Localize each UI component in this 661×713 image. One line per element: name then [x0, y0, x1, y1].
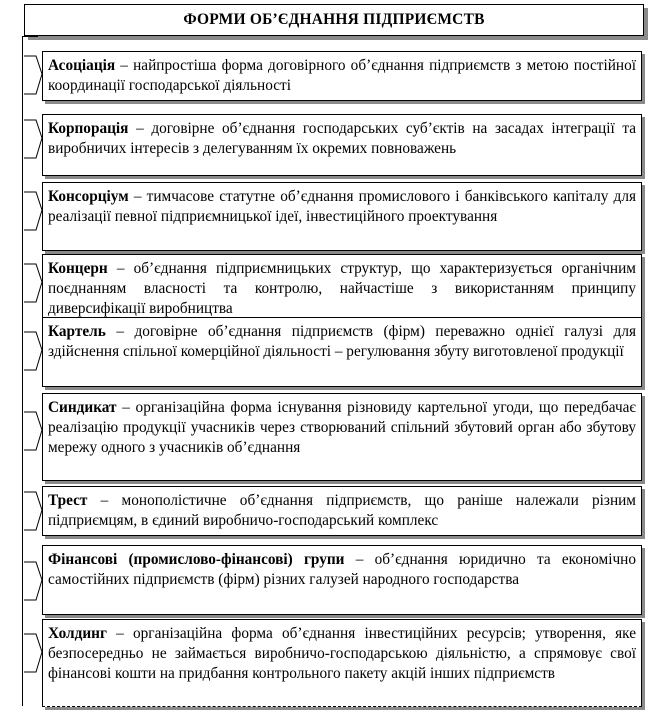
connector-arrow-icon — [24, 632, 42, 676]
connector-arrow-icon — [24, 410, 42, 454]
connector-arrow-icon — [24, 54, 42, 98]
connector-spine-top — [22, 36, 38, 37]
connector-arrow-icon — [24, 262, 42, 306]
connector-arrow-icon — [24, 118, 42, 162]
item-concern — [42, 254, 642, 324]
item-syndicate — [42, 393, 642, 481]
item-definition: – договірне об’єднання підприємств (фірм) переважно однієї галузі для здійснення спільної комерційної діяльності – регулювання збуту виготовленої продукції — [48, 323, 636, 360]
connector-arrow-icon — [24, 560, 42, 604]
item-holding — [42, 619, 642, 707]
item-term: Картель — [48, 323, 106, 340]
item-definition: – організаційна форма об’єднання інвестиційних ресурсів; утворення, яке безпосередньо не займається виробничо-господарською діяльністю, а спрямовує свої фінансові кошти на придбання контрольного пакету акцій інших підприємств — [48, 625, 636, 682]
item-term: Фінансові (промислово-фінансові) групи — [48, 551, 345, 568]
item-definition: – найпростіша форма договірного об’єднання підприємств з метою постійної координації господарської діяльності — [48, 57, 636, 94]
item-term: Концерн — [48, 260, 108, 277]
item-consortium — [42, 182, 642, 251]
item-definition: – договірне об’єднання господарських суб’єктів на засадах інтеграції та виробничих інтересів з делегуванням їх окремих повноважень — [48, 120, 636, 157]
item-term: Синдикат — [48, 399, 117, 416]
connector-arrow-icon — [24, 490, 42, 534]
item-financial-groups — [42, 545, 642, 615]
item-term: Трест — [48, 492, 88, 509]
diagram-title-box — [24, 4, 644, 36]
connector-arrow-icon — [24, 190, 42, 234]
item-term: Асоціація — [48, 57, 116, 74]
item-term: Корпорація — [48, 120, 129, 137]
connector-arrow-icon — [24, 330, 42, 374]
item-cartel — [42, 317, 642, 387]
item-definition: – об’єднання підприємницьких структур, що характеризується органічним поєднанням власності та контролю, найчастіше з використанням принципу диверсифікації виробництва — [48, 260, 636, 317]
item-definition: – монополістичне об’єднання підприємств, що раніше належали різним підприємцям, в єдиний виробничо-господарський комплекс — [48, 492, 636, 529]
item-term: Холдинг — [48, 625, 107, 642]
item-trust — [42, 486, 642, 536]
item-definition: – тимчасове статутне об’єднання промислового і банківського капіталу для реалізації певної підприємницької ідеї, інвестиційного проектування — [48, 188, 636, 225]
item-association — [42, 51, 642, 101]
item-corporation — [42, 114, 642, 176]
diagram-title: ФОРМИ ОБ’ЄДНАННЯ ПІДПРИЄМСТВ — [183, 11, 485, 28]
item-definition: – об’єднання юридично та економічно самостійних підприємств (фірм) різних галузей народного господарства — [48, 551, 636, 588]
item-term: Консорціум — [48, 188, 129, 205]
item-definition: – організаційна форма існування різновиду картельної угоди, що передбачає реалізацію продукції учасників через створюваний спільний збутовий орган або збутову мережу одного з учасників об’єднання — [48, 399, 636, 456]
connector-spine — [22, 36, 23, 706]
